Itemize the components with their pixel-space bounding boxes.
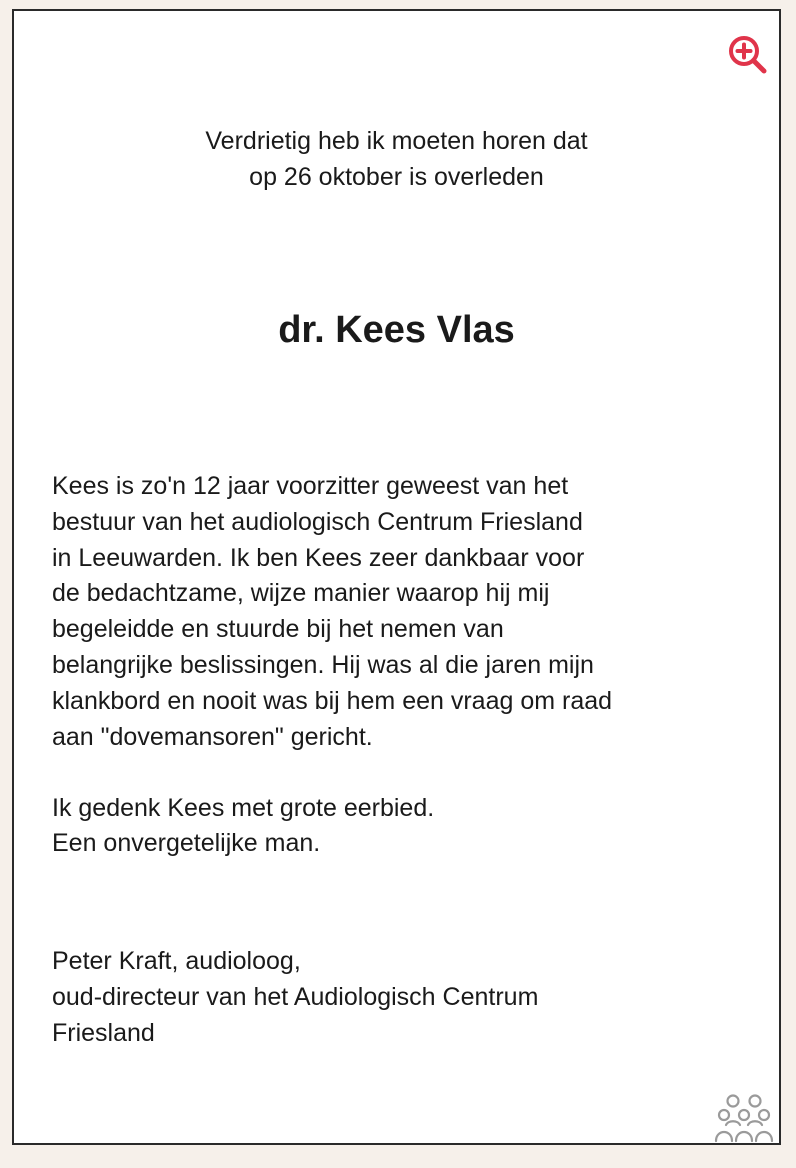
deceased-name: dr. Kees Vlas	[278, 309, 515, 351]
signature	[52, 943, 752, 1051]
signature-line: oud-directeur van het Audiologisch Centrum	[52, 983, 539, 1011]
intro-line: op 26 oktober is overleden	[249, 163, 544, 191]
intro-line: Verdrietig heb ik moeten horen dat	[205, 127, 588, 155]
people-group-icon	[714, 1089, 774, 1145]
closing-text	[52, 791, 752, 861]
closing-line: Ik gedenk Kees met grote eerbied.	[52, 794, 435, 822]
closing-line: Een onvergetelijke man.	[52, 829, 321, 857]
message-line: klankbord en nooit was bij hem een vraag om raad	[52, 686, 613, 715]
intro-text	[14, 123, 779, 195]
message-line: belangrijke beslissingen. Hij was al die jaren mijn	[52, 650, 594, 679]
zoom-in-button[interactable]	[726, 33, 770, 77]
message-text	[52, 469, 752, 755]
signature-line: Friesland	[52, 1019, 155, 1047]
signature-line: Peter Kraft, audioloog,	[52, 947, 301, 975]
message-line: bestuur van het audiologisch Centrum Friesland	[52, 507, 583, 536]
message-line: begeleidde en stuurde bij het nemen van	[52, 615, 504, 644]
message-line: aan "dovemansoren" gericht.	[52, 722, 373, 751]
obituary-card	[12, 9, 781, 1145]
message-line: in Leeuwarden. Ik ben Kees zeer dankbaar voor	[52, 543, 585, 572]
zoom-in-icon	[726, 33, 770, 77]
message-line: de bedachtzame, wijze manier waarop hij mij	[52, 579, 550, 608]
message-line: Kees is zo'n 12 jaar voorzitter geweest van het	[52, 472, 569, 500]
